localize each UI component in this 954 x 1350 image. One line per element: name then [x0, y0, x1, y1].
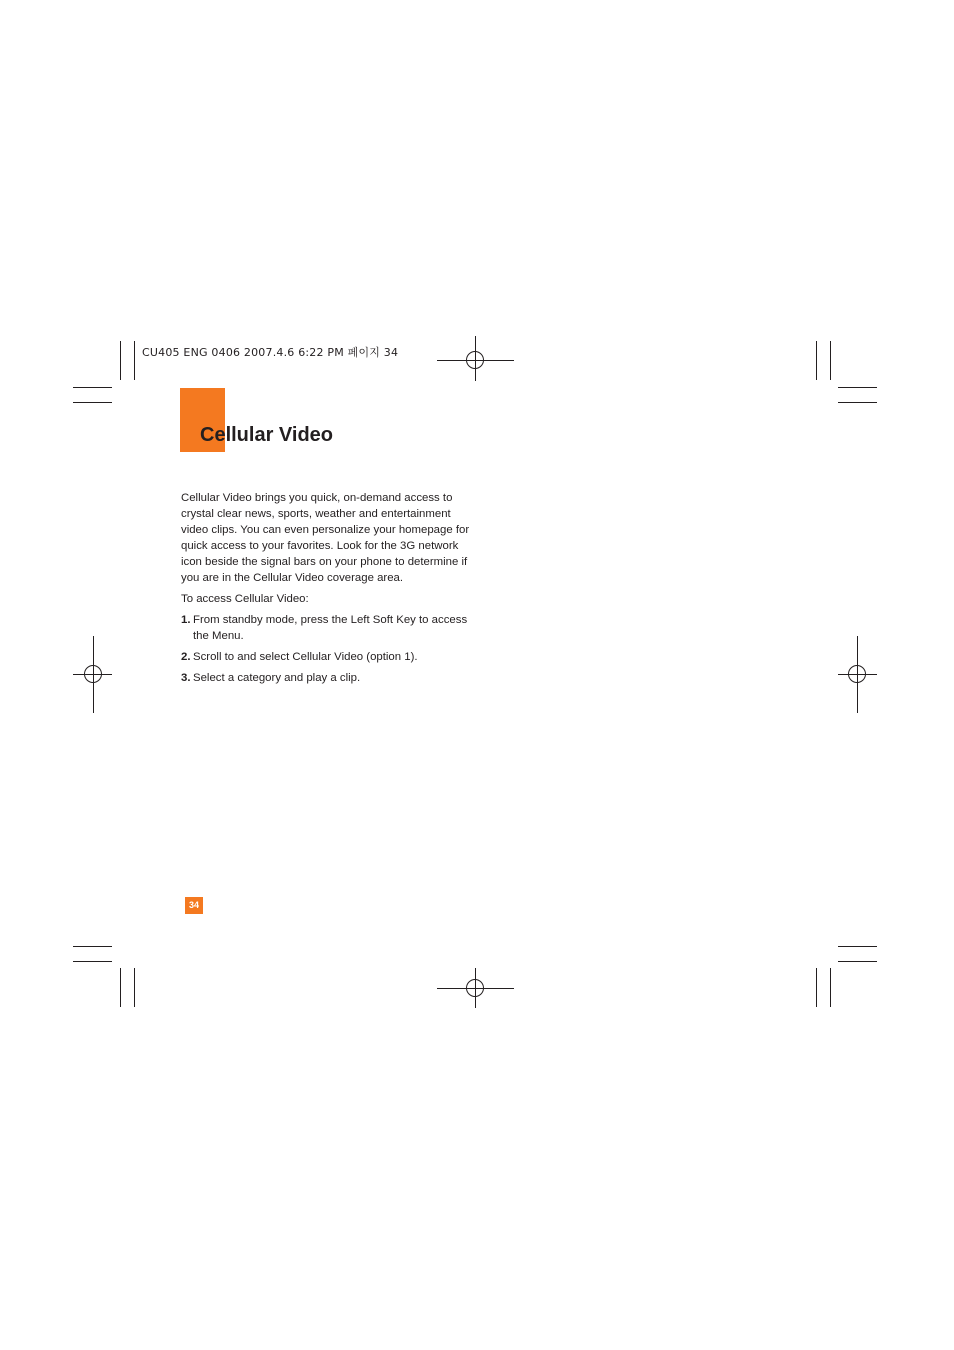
- crop-mark: [838, 402, 877, 403]
- crop-mark: [73, 402, 112, 403]
- crop-mark: [816, 968, 817, 1007]
- list-item: [181, 612, 471, 644]
- access-label: To access Cellular Video:: [181, 593, 309, 605]
- crop-mark: [134, 341, 135, 380]
- page-number: 34: [185, 897, 203, 914]
- crop-mark: [830, 341, 831, 380]
- step-number: 1.: [181, 614, 191, 626]
- crop-mark: [838, 961, 877, 962]
- body-text: [181, 490, 471, 691]
- list-item: [181, 670, 471, 686]
- page-title: Cellular Video: [200, 424, 334, 446]
- crop-mark: [830, 968, 831, 1007]
- registration-mark-circle: [84, 665, 102, 683]
- crop-mark: [838, 946, 877, 947]
- crop-mark: [838, 387, 877, 388]
- registration-mark-circle: [848, 665, 866, 683]
- intro-paragraph: Cellular Video brings you quick, on-demand access to crystal clear news, sports, weather and entertainment video clips. You can even personalize your homepage for quick access to your favorites. Look for the 3G network icon beside the signal bars on your phone to determine if you are in the Cellular Video coverage area.: [181, 492, 470, 584]
- crop-mark: [134, 968, 135, 1007]
- crop-mark: [73, 387, 112, 388]
- registration-mark-circle: [466, 351, 484, 369]
- step-text: Select a category and play a clip.: [193, 672, 361, 684]
- step-number: 2.: [181, 651, 191, 663]
- crop-mark: [120, 341, 121, 380]
- list-item: [181, 649, 471, 665]
- step-number: 3.: [181, 672, 191, 684]
- crop-mark: [120, 968, 121, 1007]
- registration-mark-circle: [466, 979, 484, 997]
- crop-mark: [73, 946, 112, 947]
- steps-list: [181, 612, 471, 686]
- crop-mark: [73, 961, 112, 962]
- step-text: Scroll to and select Cellular Video (option 1).: [193, 651, 418, 663]
- crop-mark: [816, 341, 817, 380]
- print-slug: CU405 ENG 0406 2007.4.6 6:22 PM 페이지 34: [142, 346, 399, 359]
- step-text: From standby mode, press the Left Soft Key to access the Menu.: [193, 614, 468, 642]
